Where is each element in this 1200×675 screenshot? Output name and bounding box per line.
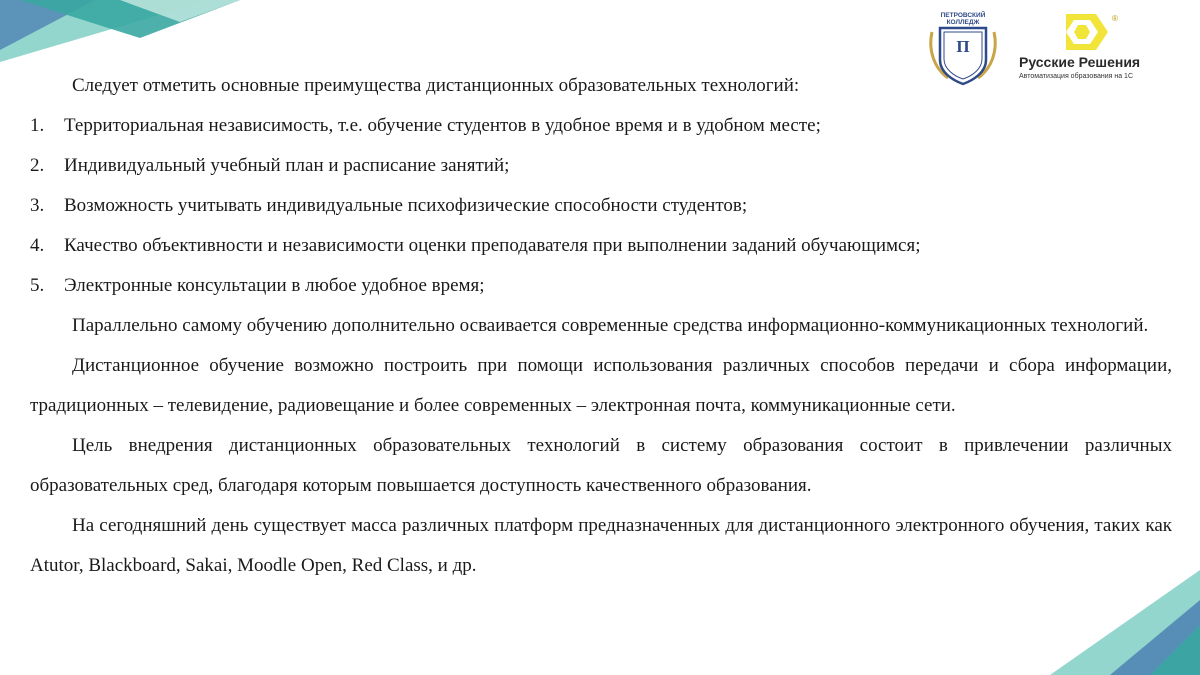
intro-text: Следует отметить основные преимущества дистанционных образовательных технологий: <box>72 75 800 96</box>
top-left-teal-shape <box>0 0 210 62</box>
hexagon-logo-icon <box>1056 12 1116 54</box>
college-name: ПЕТРОВСКИЙ КОЛЛЕДЖ <box>940 12 986 26</box>
list-item <box>30 226 1172 266</box>
list-number: 5. <box>30 275 45 296</box>
paragraph-platforms: На сегодняшний день существует масса различных платформ предназначенных для дистанционного электронного обучения, таких как Atutor, Blackboard, Sakai, Moodle Open, Red Class, и др. <box>30 515 1172 576</box>
company-name: Русские Решения <box>1019 54 1141 70</box>
college-monogram: П <box>956 37 970 56</box>
list-item <box>30 146 1172 186</box>
list-text: Территориальная независимость, т.е. обучение студентов в удобное время и в удобном месте; <box>64 115 821 136</box>
list-number: 2. <box>30 155 45 176</box>
paragraph-methods: Дистанционное обучение возможно построить при помощи использования различных способов передачи и сбора информации, традиционных – телевидение, радиовещание и более современных – электронная почта, коммуникационные сети. <box>30 355 1172 416</box>
list-text: Качество объективности и независимости оценки преподавателя при выполнении заданий обучающимся; <box>64 235 921 256</box>
company-tagline: Автоматизация образования на 1С <box>1019 73 1134 80</box>
paragraph-ict: Параллельно самому обучению дополнительно осваивается современные средства информационно-коммуникационных технологий. <box>72 315 1149 336</box>
advantages-list <box>30 106 1172 306</box>
list-item <box>30 186 1172 226</box>
slide-content <box>30 66 1172 586</box>
bottom-right-dark-teal-shape <box>1150 625 1200 675</box>
list-text: Электронные консультации в любое удобное время; <box>64 275 485 296</box>
list-number: 4. <box>30 235 45 256</box>
list-text: Возможность учитывать индивидуальные психофизические способности студентов; <box>64 195 748 216</box>
list-item <box>30 106 1172 146</box>
list-number: 1. <box>30 115 45 136</box>
registered-mark: ® <box>1112 14 1118 23</box>
list-number: 3. <box>30 195 45 216</box>
top-left-light-shape <box>120 0 240 22</box>
paragraph-goal: Цель внедрения дистанционных образовательных технологий в систему образования состоит в привлечении различных образовательных сред, благодаря которым повышается доступность качественного образования. <box>30 435 1172 496</box>
bottom-right-blue-shape <box>1110 600 1200 675</box>
list-item <box>30 266 1172 306</box>
list-text: Индивидуальный учебный план и расписание занятий; <box>64 155 510 176</box>
top-left-blue-shape <box>0 0 95 50</box>
top-left-dark-teal-shape <box>20 0 240 38</box>
